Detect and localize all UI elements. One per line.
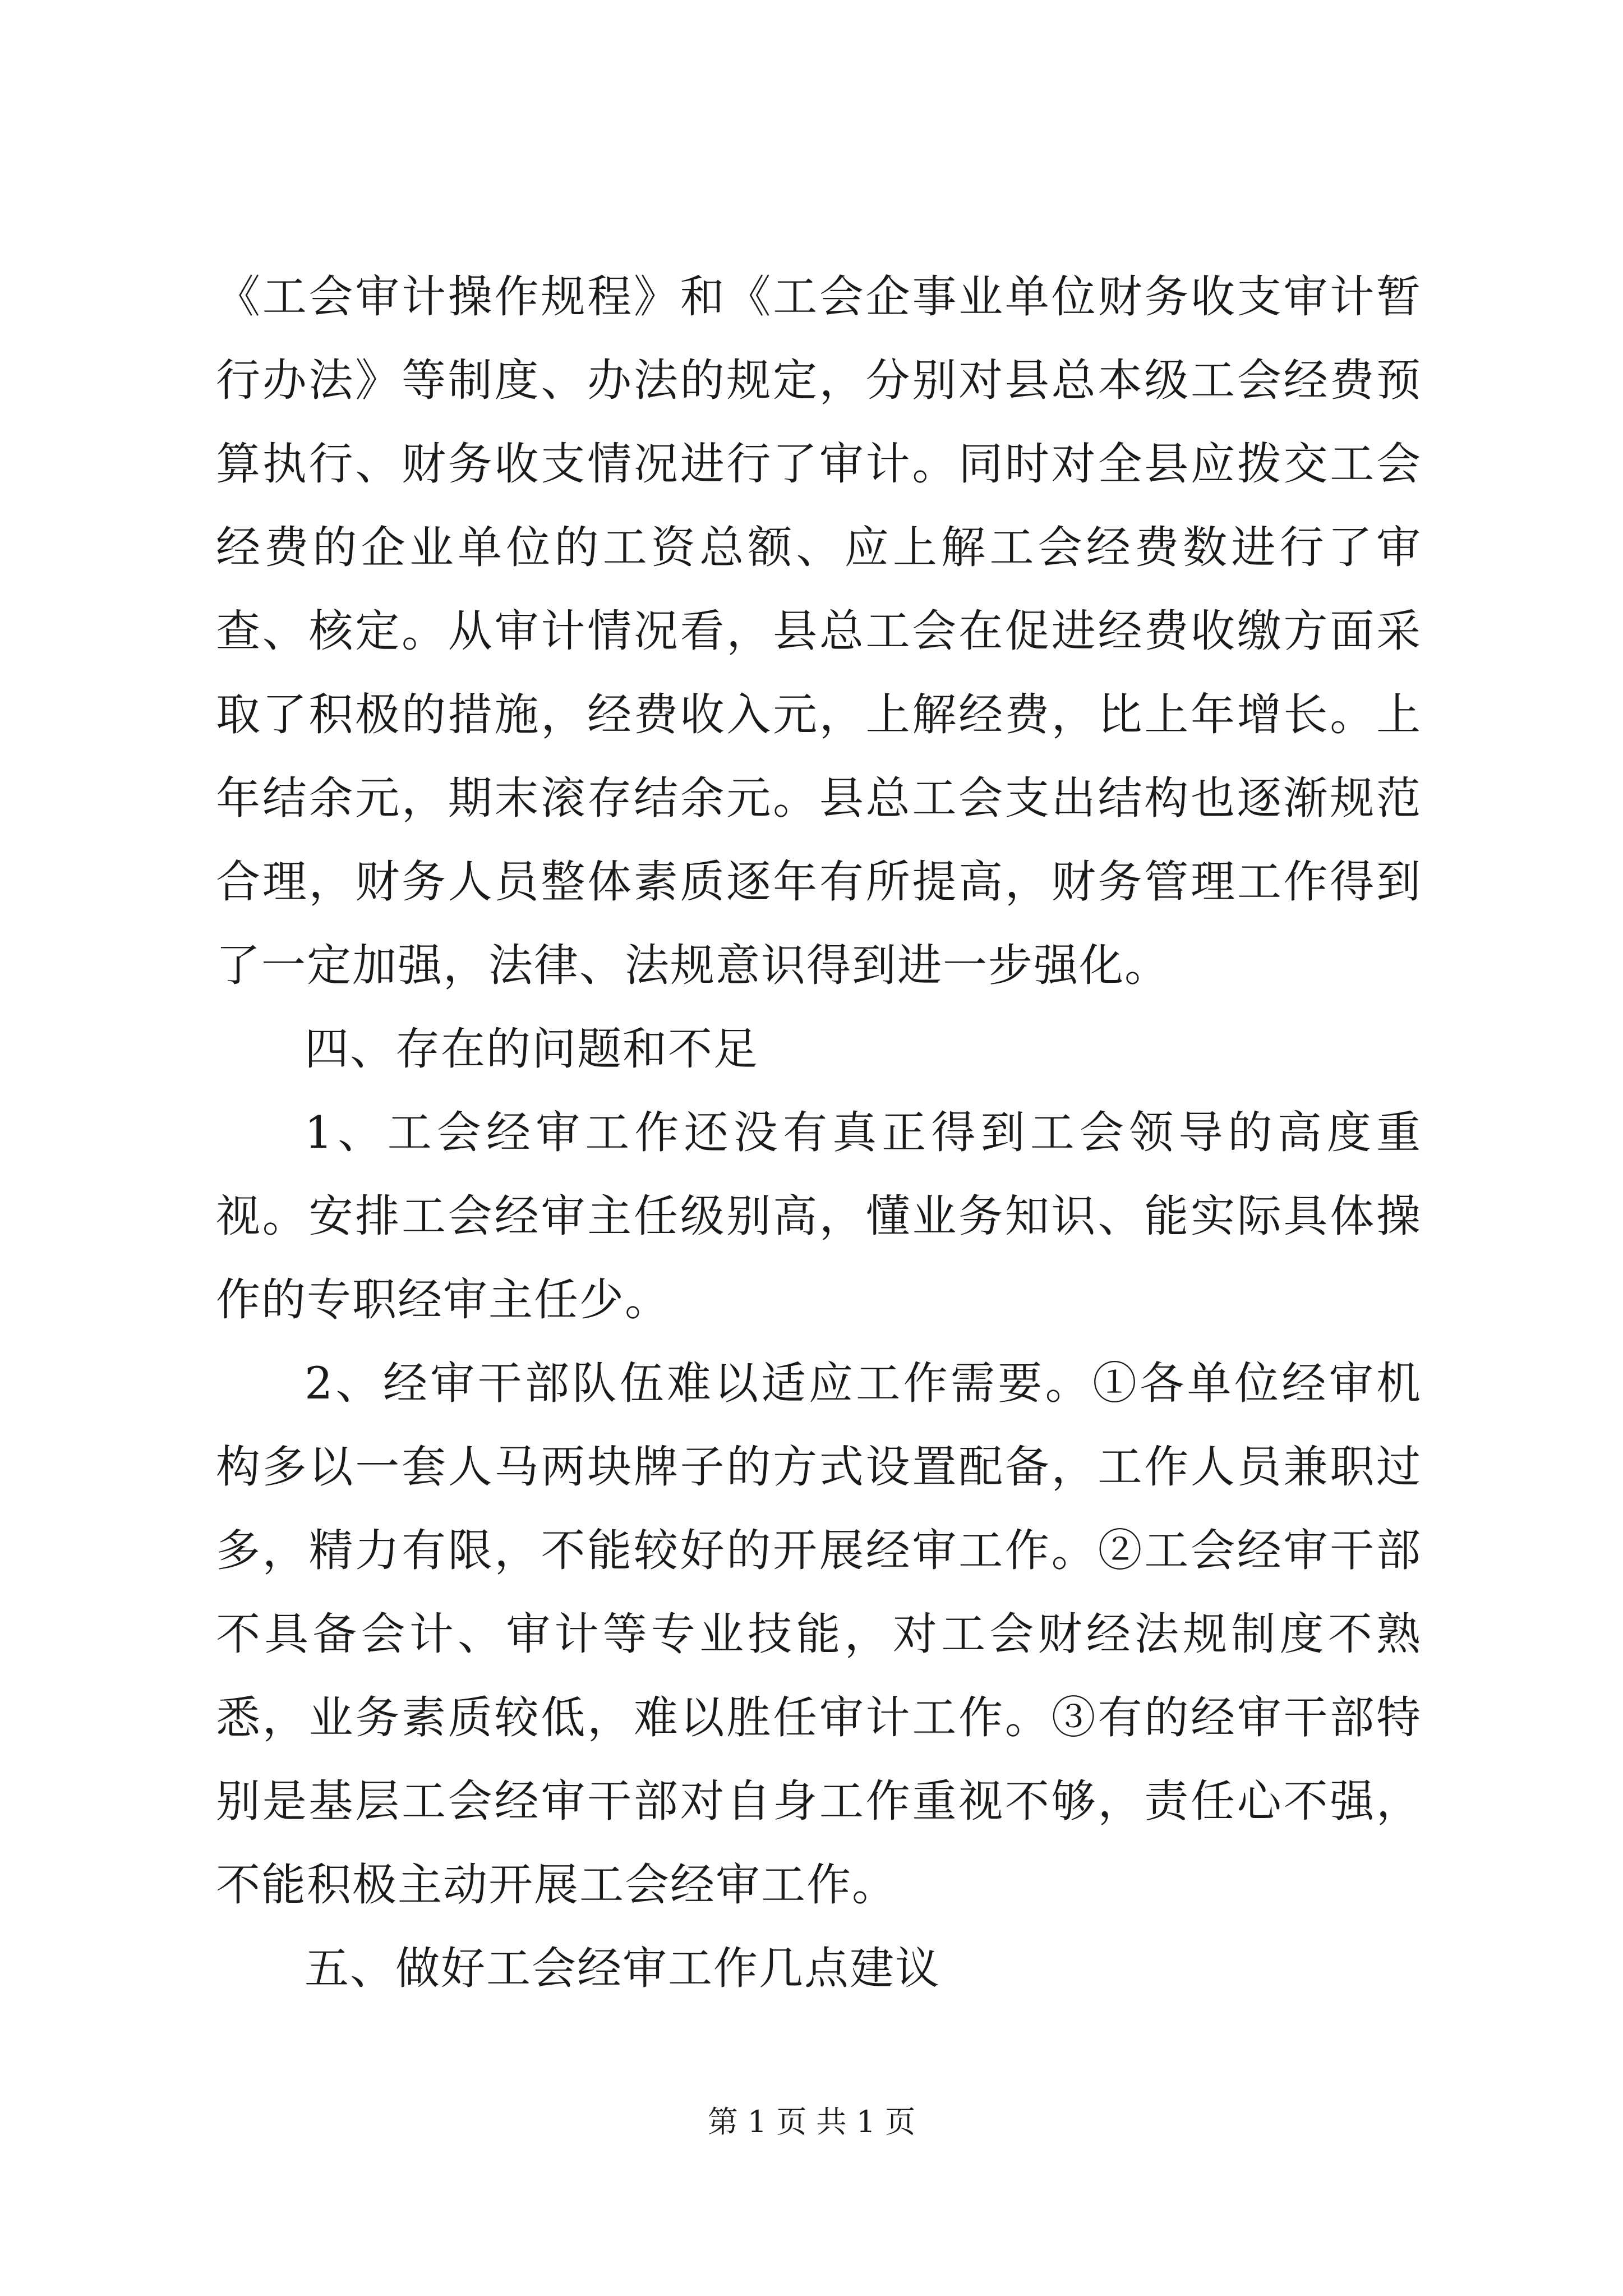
paragraph-audit-results: 《工会审计操作规程》和《工会企事业单位财务收支审计暂行办法》等制度、办法的规定，分别对县总本级工会经费预算执行、财务收支情况进行了审计。同时对全县应拨交工会经费的企业单位的工资总额、应上解工会经费数进行了审查、核定。从审计情况看，县总工会在促进经费收缴方面采取了积极的措施，经费收入元，上解经费，比上年增长。上年结余元，期末滚存结余元。县总工会支出结构也逐渐规范合理，财务人员整体素质逐年有所提高，财务管理工作得到了一定加强，法律、法规意识得到进一步强化。: [216, 271, 1422, 991]
paragraph-problem-2: 2、经审干部队伍难以适应工作需要。①各单位经审机构多以一套人马两块牌子的方式设置配备，工作人员兼职过多，精力有限，不能较好的开展经审工作。②工会经审干部不具备会计、审计等专业技能，对工会财经法规制度不熟悉，业务素质较低，难以胜任审计工作。③有的经审干部特别是基层工会经审干部对自身工作重视不够，责任心不强，不能积极主动开展工会经审工作。: [216, 1358, 1422, 1911]
heading-suggestions: 五、做好工会经审工作几点建议: [305, 1943, 940, 1994]
paragraph-problem-1: 1、工会经审工作还没有真正得到工会领导的高度重视。安排工会经审主任级别高，懂业务知识、能实际具体操作的专职经审主任少。: [216, 1107, 1422, 1326]
page-footer: 第 1 页 共 1 页: [707, 2104, 916, 2139]
document-body: [216, 255, 1422, 2010]
heading-problems: 四、存在的问题和不足: [305, 1023, 759, 1075]
